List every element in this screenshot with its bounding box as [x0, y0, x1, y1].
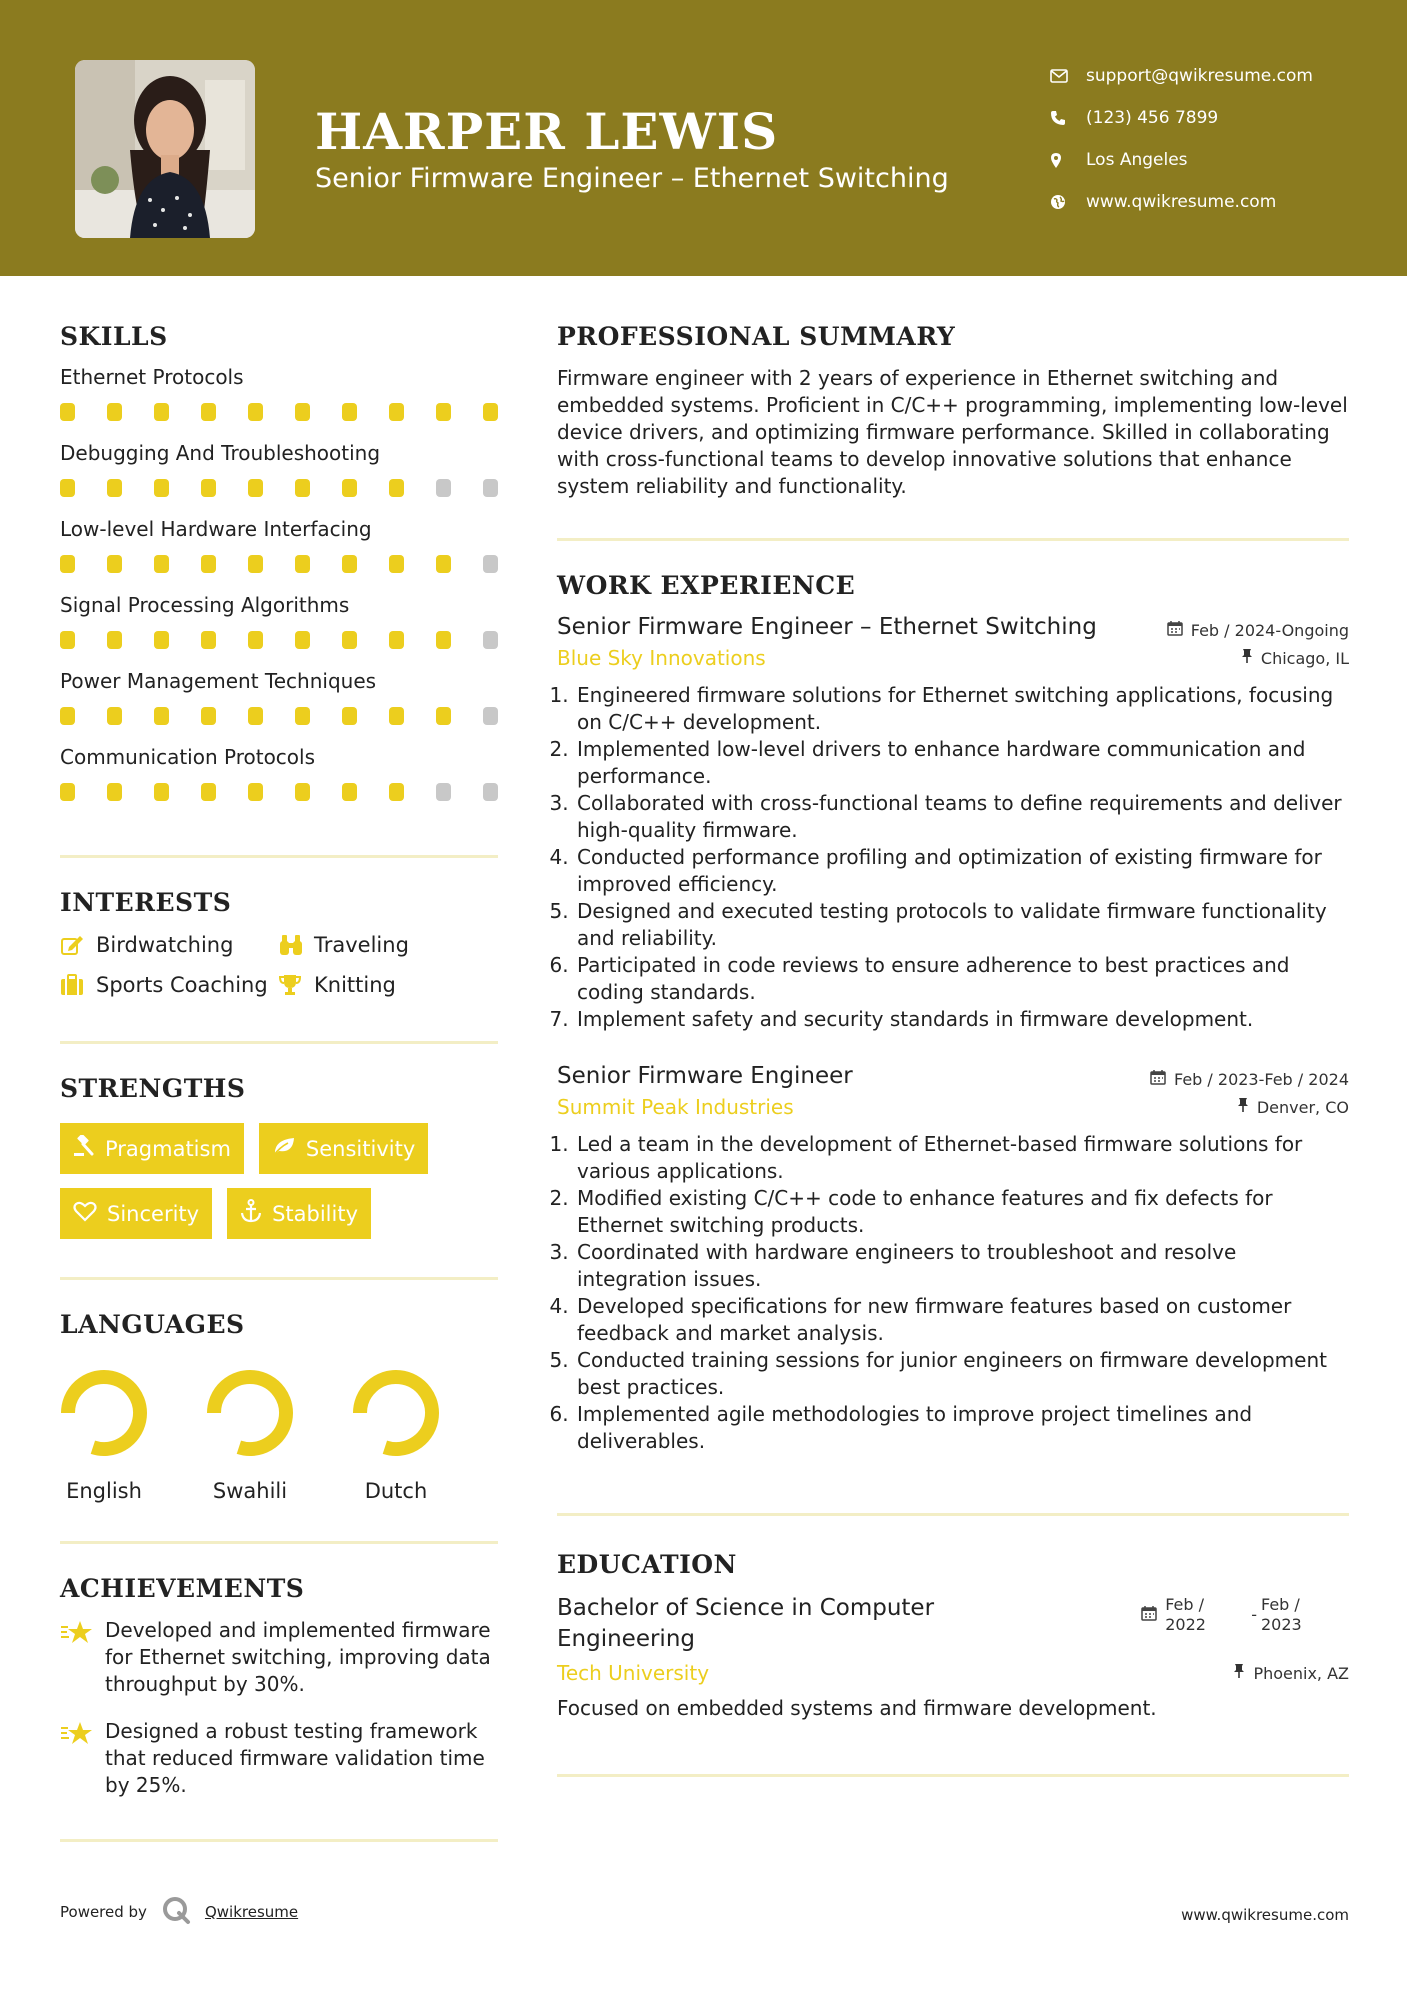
rating-dot: [248, 631, 263, 649]
rating-dot: [107, 783, 122, 801]
job-location-text: Denver, CO: [1256, 1097, 1349, 1117]
school-name: Tech University: [557, 1661, 710, 1685]
skill-rating: [60, 403, 498, 421]
summary-text: Firmware engineer with 2 years of experience in Ethernet switching and embedded systems. Proficient in C/C++ programming, implementing low-level device drivers, and optimizing firmware performance. Skilled in collaborating with cross-functional teams to develop innovative solutions that enhance system reliability and functionality.: [557, 366, 1348, 498]
job-date-text: Feb / 2023-Feb / 2024: [1174, 1069, 1349, 1089]
candidate-title: Senior Firmware Engineer – Ethernet Switching: [315, 163, 949, 194]
education-date-start: Feb / 2022: [1165, 1595, 1206, 1634]
skill-name: Signal Processing Algorithms: [60, 593, 350, 617]
bullet-item: 1. Led a team in the development of Ethernet-based firmware solutions for various applications.: [575, 1131, 1349, 1185]
section-divider: [60, 1839, 498, 1842]
job-bullets: [557, 682, 1349, 1033]
section-divider: [557, 538, 1349, 541]
interest-item: [60, 933, 278, 957]
strengths-heading: STRENGTHS: [60, 1074, 246, 1103]
rating-dot: [295, 479, 310, 497]
rating-dot: [107, 707, 122, 725]
bullet-item: 6. Implemented agile methodologies to improve project timelines and deliverables.: [575, 1401, 1349, 1455]
rating-dot: [295, 783, 310, 801]
strength-label: Sincerity: [107, 1201, 200, 1226]
strength-badge: [227, 1188, 371, 1239]
anchor-icon: [240, 1199, 262, 1228]
strength-badge: [60, 1188, 212, 1239]
rating-dot: [201, 479, 216, 497]
job-location: [1237, 1097, 1349, 1117]
language-ring: [206, 1369, 294, 1457]
bullet-item: 4. Developed specifications for new firmware features based on customer feedback and market analysis.: [575, 1293, 1349, 1347]
strengths-row: [60, 1123, 498, 1174]
skill-name: Power Management Techniques: [60, 669, 377, 693]
rating-dot: [248, 555, 263, 573]
contact-website-text: www.qwikresume.com: [1086, 192, 1277, 212]
rating-dot: [483, 403, 498, 421]
rating-dot: [154, 783, 169, 801]
rating-dot: [295, 707, 310, 725]
skills-list: [60, 365, 498, 801]
skill-name: Communication Protocols: [60, 745, 316, 769]
language-name: English: [66, 1479, 142, 1503]
rating-dot: [201, 631, 216, 649]
skill-name: Low-level Hardware Interfacing: [60, 517, 372, 541]
calendar-icon: [1167, 620, 1183, 640]
rating-dot: [342, 555, 357, 573]
language-item: [60, 1369, 148, 1503]
right-column: [557, 322, 1349, 1777]
job-entry: [557, 614, 1349, 1033]
rating-dot: [342, 707, 357, 725]
interest-label: Knitting: [314, 973, 396, 997]
interests-list: [60, 933, 498, 997]
achievement-text: Developed and implemented firmware for Ethernet switching, improving data throughput by 30%.: [105, 1618, 491, 1696]
rating-dot: [342, 783, 357, 801]
rating-dot: [389, 403, 404, 421]
heart-icon: [73, 1201, 97, 1227]
section-divider: [60, 1041, 498, 1044]
bullet-item: 6. Participated in code reviews to ensure adherence to best practices and coding standards.: [575, 952, 1349, 1006]
interest-item: [278, 973, 478, 997]
globe-icon: [1050, 194, 1086, 210]
language-item: [352, 1369, 440, 1503]
section-divider: [60, 1277, 498, 1280]
summary-heading: PROFESSIONAL SUMMARY: [557, 322, 956, 351]
candidate-name: HARPER LEWIS: [315, 102, 779, 161]
company-name: Blue Sky Innovations: [557, 646, 766, 670]
skill-name: Debugging And Troubleshooting: [60, 441, 381, 465]
languages-list: [60, 1369, 498, 1503]
bullet-item: 2. Implemented low-level drivers to enhance hardware communication and performance.: [575, 736, 1349, 790]
language-item: [206, 1369, 294, 1503]
job-date: [1150, 1069, 1349, 1089]
bullet-item: 3. Collaborated with cross-functional teams to define requirements and deliver high-quality firmware.: [575, 790, 1349, 844]
rating-dot: [436, 783, 451, 801]
section-divider: [60, 1541, 498, 1544]
rating-dot: [107, 555, 122, 573]
rating-dot: [295, 403, 310, 421]
rating-dot: [248, 783, 263, 801]
bullet-item: 2. Modified existing C/C++ code to enhance features and fix defects for Ethernet switching products.: [575, 1185, 1349, 1239]
language-name: Dutch: [364, 1479, 428, 1503]
skill-rating: [60, 707, 498, 725]
rating-dot: [483, 631, 498, 649]
rating-dot: [342, 631, 357, 649]
skill-rating: [60, 555, 498, 573]
contact-email-text: support@qwikresume.com: [1086, 66, 1313, 86]
rating-dot: [436, 555, 451, 573]
rating-dot: [107, 479, 122, 497]
bullet-item: 1. Engineered firmware solutions for Ethernet switching applications, focusing on C/C++ development.: [575, 682, 1349, 736]
contact-location-text: Los Angeles: [1086, 150, 1188, 170]
rating-dot: [389, 707, 404, 725]
strength-badge: [259, 1123, 428, 1174]
interest-item: [60, 973, 278, 997]
job-location: [1241, 648, 1349, 668]
pin-icon: [1237, 1097, 1249, 1117]
skill-name: Ethernet Protocols: [60, 365, 244, 389]
interests-heading: INTERESTS: [60, 888, 232, 917]
interest-label: Birdwatching: [96, 933, 234, 957]
job-date-text: Feb / 2024-Ongoing: [1190, 620, 1349, 640]
interest-label: Traveling: [314, 933, 409, 957]
contact-phone-text: (123) 456 7899: [1086, 108, 1219, 128]
contact-email[interactable]: [1050, 55, 1313, 97]
rating-dot: [295, 555, 310, 573]
leaf-icon: [272, 1136, 296, 1161]
languages-heading: LANGUAGES: [60, 1310, 245, 1339]
job-title: Senior Firmware Engineer: [557, 1063, 853, 1089]
rating-dot: [107, 403, 122, 421]
language-proficiency-arc: [68, 1377, 140, 1449]
rating-dot: [436, 479, 451, 497]
contact-phone[interactable]: [1050, 97, 1313, 139]
rating-dot: [154, 707, 169, 725]
job-location-text: Chicago, IL: [1260, 648, 1349, 668]
rating-dot: [60, 707, 75, 725]
rating-dot: [60, 783, 75, 801]
map-marker-icon: [1050, 152, 1086, 169]
language-ring: [352, 1369, 440, 1457]
powered-by-text: Powered by: [60, 1903, 147, 1921]
achievements-list: [60, 1617, 498, 1799]
rating-dot: [60, 403, 75, 421]
rating-dot: [483, 479, 498, 497]
rating-dot: [436, 403, 451, 421]
calendar-icon: [1150, 1069, 1166, 1089]
bullet-item: 3. Coordinated with hardware engineers to troubleshoot and resolve integration issues.: [575, 1239, 1349, 1293]
achievement-item: [60, 1617, 498, 1698]
rating-dot: [342, 479, 357, 497]
rating-dot: [60, 555, 75, 573]
rating-dot: [248, 479, 263, 497]
footer-powered-by: [60, 1895, 298, 1929]
education-heading: EDUCATION: [557, 1550, 737, 1579]
rating-dot: [483, 555, 498, 573]
rating-dot: [154, 479, 169, 497]
star-award-icon: [60, 1617, 105, 1698]
bullet-item: 5. Conducted training sessions for junior engineers on firmware development best practices.: [575, 1347, 1349, 1401]
rating-dot: [154, 403, 169, 421]
resume-header: [0, 0, 1407, 276]
qwikresume-link[interactable]: Qwikresume: [204, 1903, 299, 1921]
skills-heading: SKILLS: [60, 322, 168, 351]
trophy-icon: [278, 974, 314, 996]
experience-heading: WORK EXPERIENCE: [557, 571, 856, 600]
rating-dot: [201, 555, 216, 573]
strength-label: Pragmatism: [105, 1136, 231, 1161]
rating-dot: [389, 783, 404, 801]
bullet-item: 7. Implement safety and security standards in firmware development.: [575, 1006, 1349, 1033]
skill-rating: [60, 479, 498, 497]
binoculars-icon: [278, 934, 314, 956]
rating-dot: [389, 631, 404, 649]
briefcase-icon: [60, 974, 96, 996]
achievement-item: [60, 1718, 498, 1799]
education-date: [1141, 1595, 1309, 1635]
rating-dot: [201, 707, 216, 725]
pin-icon: [1233, 1663, 1245, 1683]
rating-dot: [389, 479, 404, 497]
language-proficiency-arc: [360, 1377, 432, 1449]
rating-dot: [60, 631, 75, 649]
star-award-icon: [60, 1718, 105, 1799]
company-name: Summit Peak Industries: [557, 1095, 794, 1119]
rating-dot: [483, 783, 498, 801]
rating-dot: [295, 631, 310, 649]
rating-dot: [60, 479, 75, 497]
rating-dot: [436, 707, 451, 725]
strength-label: Stability: [272, 1201, 359, 1226]
phone-icon: [1050, 110, 1086, 126]
strengths-row: [60, 1188, 498, 1239]
rating-dot: [201, 783, 216, 801]
skill-rating: [60, 631, 498, 649]
achievements-heading: ACHIEVEMENTS: [60, 1574, 305, 1603]
section-divider: [557, 1513, 1349, 1516]
language-proficiency-arc: [214, 1377, 286, 1449]
education-date-end: Feb / 2023: [1261, 1595, 1302, 1634]
skill-rating: [60, 783, 498, 801]
bullet-item: 5. Designed and executed testing protocols to validate firmware functionality and reliability.: [575, 898, 1349, 952]
section-divider: [60, 855, 498, 858]
rating-dot: [483, 707, 498, 725]
calendar-icon: [1141, 1595, 1157, 1625]
rating-dot: [154, 555, 169, 573]
achievement-text: Designed a robust testing framework that reduced firmware validation time by 25%.: [105, 1719, 485, 1797]
rating-dot: [342, 403, 357, 421]
education-location-text: Phoenix, AZ: [1253, 1663, 1349, 1683]
rating-dot: [201, 403, 216, 421]
rating-dot: [389, 555, 404, 573]
job-title: Senior Firmware Engineer – Ethernet Switching: [557, 614, 1097, 640]
qwikresume-logo-icon: [161, 1895, 191, 1929]
profile-photo: [75, 60, 255, 238]
rating-dot: [107, 631, 122, 649]
rating-dot: [248, 707, 263, 725]
contact-location: [1050, 139, 1313, 181]
envelope-icon: [1050, 69, 1086, 83]
education-entry: [557, 1593, 1349, 1722]
bullet-item: 4. Conducted performance profiling and optimization of existing firmware for improved efficiency.: [575, 844, 1349, 898]
contact-list: [1050, 55, 1313, 223]
interest-label: Sports Coaching: [96, 973, 268, 997]
rating-dot: [248, 403, 263, 421]
job-entry: [557, 1063, 1349, 1455]
degree-title: Bachelor of Science in Computer Engineering: [557, 1595, 935, 1652]
rating-dot: [436, 631, 451, 649]
left-column: [60, 322, 498, 1842]
rating-dot: [154, 631, 169, 649]
footer-url[interactable]: www.qwikresume.com: [1181, 1906, 1349, 1924]
language-name: Swahili: [212, 1479, 288, 1503]
job-bullets: [557, 1131, 1349, 1455]
edit-icon: [60, 934, 96, 956]
language-ring: [60, 1369, 148, 1457]
education-description: Focused on embedded systems and firmware development.: [557, 1696, 1157, 1720]
pin-icon: [1241, 648, 1253, 668]
education-location: [1233, 1663, 1349, 1683]
contact-website[interactable]: [1050, 181, 1313, 223]
gavel-icon: [73, 1135, 95, 1162]
job-date: [1167, 620, 1349, 640]
interest-item: [278, 933, 478, 957]
section-divider: [557, 1774, 1349, 1777]
strength-label: Sensitivity: [305, 1136, 416, 1161]
education-date-dash: -: [1251, 1605, 1257, 1624]
strength-badge: [60, 1123, 244, 1174]
